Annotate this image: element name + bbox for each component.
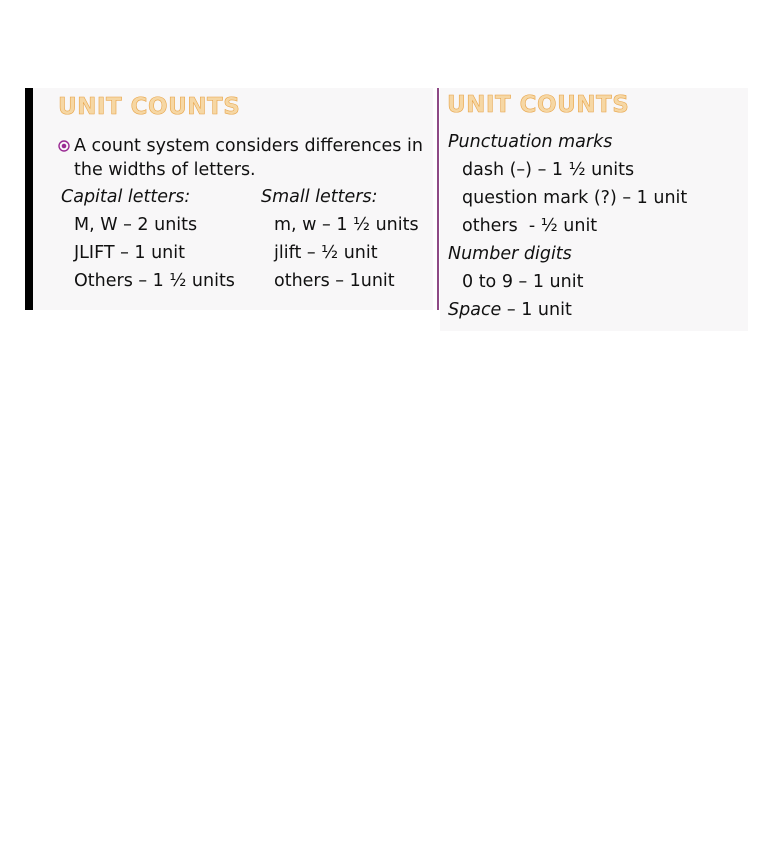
right-slide-content — [448, 128, 687, 324]
number-digits-heading: Number digits — [448, 244, 572, 264]
punctuation-item: others - ½ unit — [462, 216, 598, 236]
slide-title-right: UNIT COUNTS — [447, 92, 630, 118]
number-digits-item: 0 to 9 – 1 unit — [462, 272, 584, 292]
slide-left — [25, 88, 433, 310]
slide-title-left: UNIT COUNTS — [58, 94, 241, 120]
left-accent-bar — [25, 88, 33, 310]
circle-dot-bullet-icon — [58, 140, 70, 155]
small-letters-item: jlift – ½ unit — [274, 243, 378, 263]
space-line — [448, 296, 687, 324]
slide-right — [440, 88, 748, 331]
space-value: – 1 unit — [501, 300, 572, 320]
small-letters-heading: Small letters: — [261, 187, 378, 207]
punctuation-item: question mark (?) – 1 unit — [462, 188, 688, 208]
punctuation-item: dash (–) – 1 ½ units — [462, 160, 635, 180]
small-letters-item: m, w – 1 ½ units — [274, 215, 419, 235]
capital-letters-item: Others – 1 ½ units — [74, 271, 235, 291]
slide-divider — [437, 88, 439, 310]
intro-text: A count system considers differences in the widths of letters. — [74, 136, 423, 180]
space-heading: Space — [448, 300, 502, 320]
capital-letters-item: M, W – 2 units — [74, 215, 198, 235]
capital-letters-heading: Capital letters: — [61, 187, 191, 207]
capital-letters-item: JLIFT – 1 unit — [74, 243, 185, 263]
small-letters-column — [261, 183, 419, 295]
small-letters-item: others – 1unit — [274, 271, 395, 291]
punctuation-heading: Punctuation marks — [448, 132, 613, 152]
capital-letters-column — [61, 183, 235, 295]
